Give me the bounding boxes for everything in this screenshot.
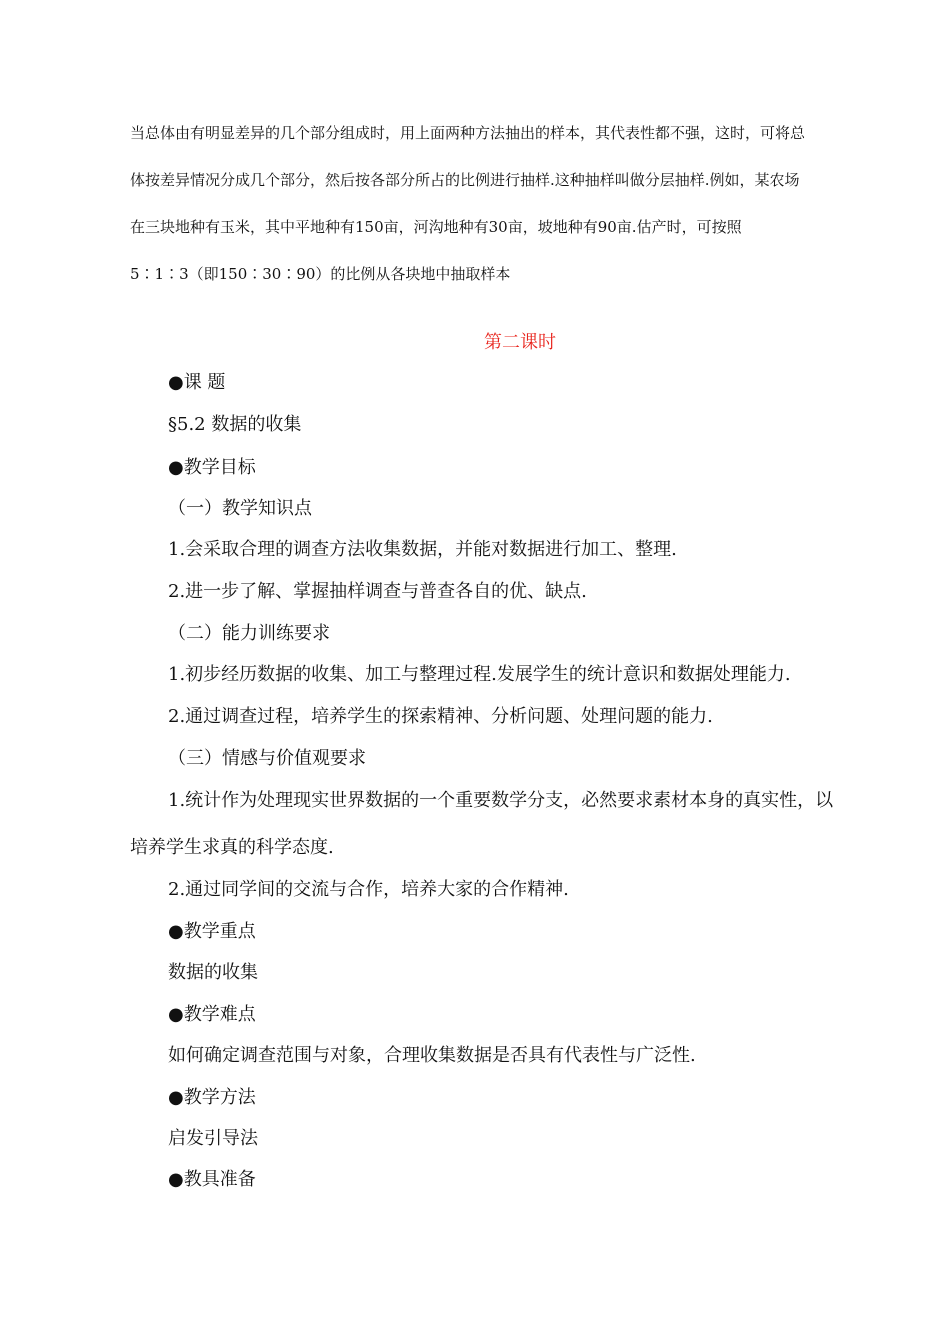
section-title: 第二课时 — [484, 332, 556, 353]
goal3-title: （三）情感与价值观要求 — [168, 748, 366, 769]
method-label: ●教学方法 — [168, 1087, 256, 1108]
topic-value: §5.2 数据的收集 — [168, 414, 302, 435]
key-value: 数据的收集 — [168, 962, 258, 983]
intro-line-3: 在三块地种有玉米，其中平地种有150亩，河沟地种有30亩，坡地种有90亩.估产时，可按照 — [130, 218, 742, 236]
intro-line-2: 体按差异情况分成几个部分，然后按各部分所占的比例进行抽样.这种抽样叫做分层抽样.例如，某农场 — [130, 171, 800, 189]
goals-label: ●教学目标 — [168, 457, 256, 478]
method-value: 启发引导法 — [168, 1128, 258, 1149]
key-label: ●教学重点 — [168, 921, 256, 942]
goal2-item1: 1.初步经历数据的收集、加工与整理过程.发展学生的统计意识和数据处理能力. — [168, 664, 791, 685]
goal1-item1: 1.会采取合理的调查方法收集数据，并能对数据进行加工、整理. — [168, 539, 677, 560]
intro-line-1: 当总体由有明显差异的几个部分组成时，用上面两种方法抽出的样本，其代表性都不强，这时，可将总 — [130, 124, 806, 142]
difficulty-value: 如何确定调查范围与对象，合理收集数据是否具有代表性与广泛性. — [168, 1045, 696, 1066]
goal3-item2: 2.通过同学间的交流与合作，培养大家的合作精神. — [168, 879, 569, 900]
goal2-title: （二）能力训练要求 — [168, 623, 330, 644]
difficulty-label: ●教学难点 — [168, 1004, 256, 1025]
intro-line-4: 5∶1∶3（即150∶30∶90）的比例从各块地中抽取样本 — [130, 265, 511, 283]
tools-label: ●教具准备 — [168, 1169, 256, 1190]
goal1-title: （一）教学知识点 — [168, 498, 312, 519]
goal3-item1-line2: 培养学生求真的科学态度. — [130, 837, 334, 858]
goal3-item1-line1: 1.统计作为处理现实世界数据的一个重要数学分支，必然要求素材本身的真实性，以 — [168, 790, 834, 811]
topic-label: ●课 题 — [168, 372, 226, 393]
goal2-item2: 2.通过调查过程，培养学生的探索精神、分析问题、处理问题的能力. — [168, 706, 713, 727]
goal1-item2: 2.进一步了解、掌握抽样调查与普查各自的优、缺点. — [168, 581, 587, 602]
